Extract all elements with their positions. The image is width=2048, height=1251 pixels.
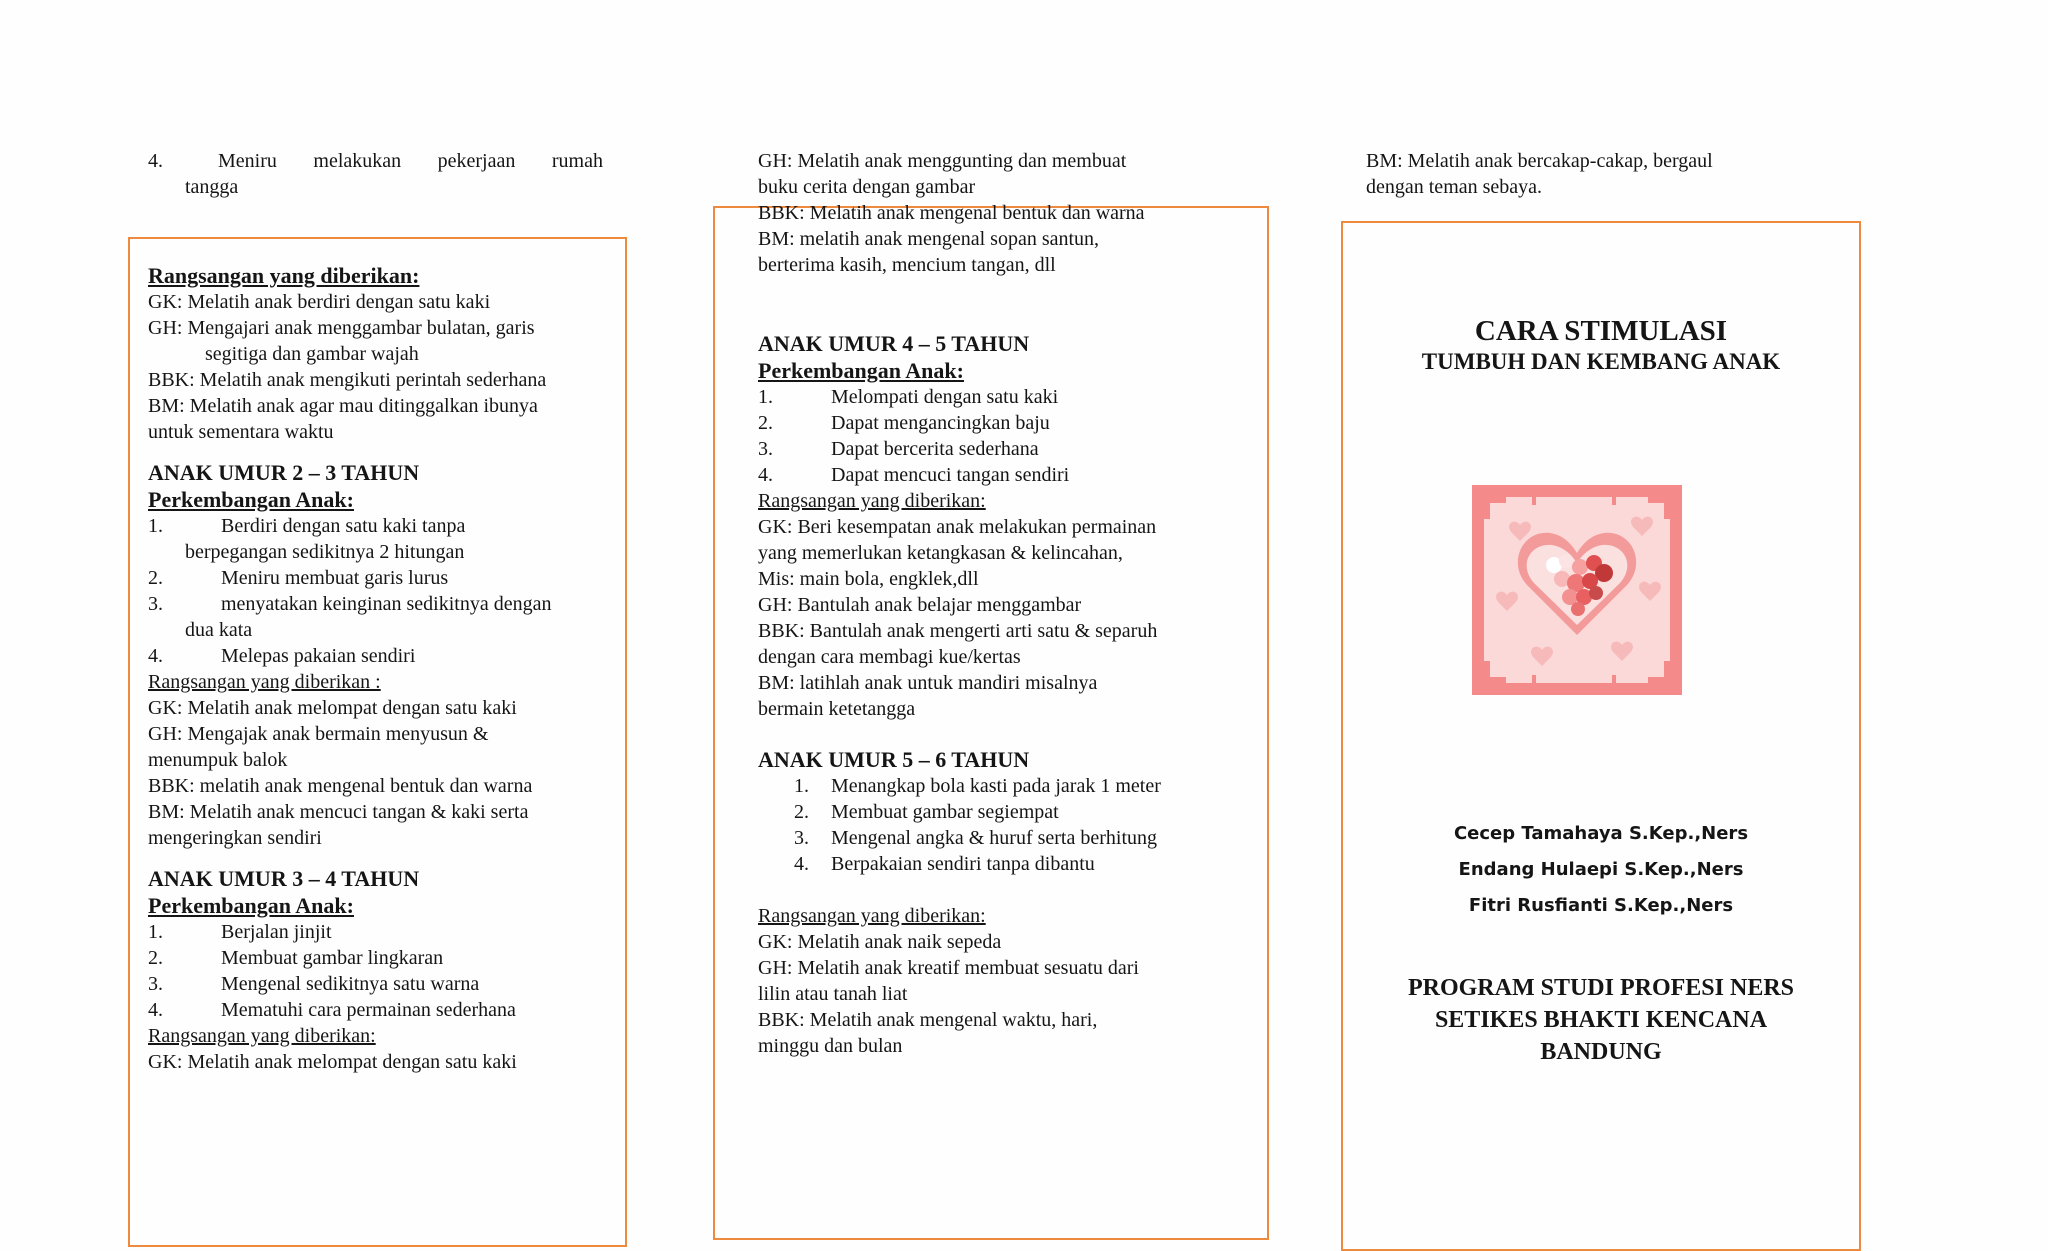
text-line: BM: Melatih anak agar mau ditinggalkan ibunya xyxy=(148,395,538,417)
item-number: 2. xyxy=(148,947,163,969)
text-line: GK: Melatih anak naik sepeda xyxy=(758,931,1002,953)
item-text: Mematuhi cara permainan sederhana xyxy=(221,999,516,1021)
text-line: menumpuk balok xyxy=(148,749,288,771)
list-item xyxy=(148,971,603,997)
item-text: Dapat mencuci tangan sendiri xyxy=(831,464,1070,486)
item-number: 3. xyxy=(148,593,163,615)
ordered-list xyxy=(758,773,1258,877)
text-line: minggu dan bulan xyxy=(758,1035,903,1057)
item-continuation: dua kata xyxy=(185,619,253,641)
text-line: berterima kasih, mencium tangan, dll xyxy=(758,254,1056,276)
item-text: Berjalan jinjit xyxy=(221,921,332,943)
item-number: 2. xyxy=(148,567,163,589)
text-line: GK: Melatih anak melompat dengan satu kaki xyxy=(148,697,517,719)
item-number: 4. xyxy=(148,150,163,172)
column-right xyxy=(1366,148,1846,200)
item-continuation: tangga xyxy=(185,176,239,198)
author-name: Cecep Tamahaya S.Kep.,Ners xyxy=(1453,823,1749,844)
list-item xyxy=(758,462,1258,488)
text-line: buku cerita dengan gambar xyxy=(758,176,976,198)
text-line: GH: Mengajari anak menggambar bulatan, garis xyxy=(148,317,535,339)
text-line: GH: Mengajak anak bermain menyusun & xyxy=(148,723,489,745)
list-item xyxy=(758,436,1258,462)
cover-title-block xyxy=(1343,314,1859,376)
list-item xyxy=(148,919,603,945)
item-text: Melepas pakaian sendiri xyxy=(221,645,416,667)
text-line: GH: Melatih anak menggunting dan membuat xyxy=(758,150,1127,172)
item-number: 4. xyxy=(794,853,809,875)
item-number: 2. xyxy=(758,412,773,434)
rangsangan-heading: Rangsangan yang diberikan: xyxy=(148,263,420,288)
text-line: yang memerlukan ketangkasan & kelincahan, xyxy=(758,542,1123,564)
list-item xyxy=(148,565,603,591)
text-line: GH: Melatih anak kreatif membuat sesuatu dari xyxy=(758,957,1139,979)
item-number: 1. xyxy=(148,921,163,943)
item-word: pekerjaan xyxy=(437,150,516,172)
list-item xyxy=(758,773,1258,799)
item-word: melakukan xyxy=(313,150,402,172)
text-line: GH: Bantulah anak belajar menggambar xyxy=(758,594,1082,616)
item-text: Membuat gambar segiempat xyxy=(831,801,1059,823)
program-line: SETIKES BHAKTI KENCANA xyxy=(1434,1007,1768,1033)
list-item-meniru xyxy=(148,148,603,200)
item-text: Berdiri dengan satu kaki tanpa xyxy=(221,515,466,537)
item-number: 3. xyxy=(758,438,773,460)
item-text: Meniru membuat garis lurus xyxy=(221,567,449,589)
text-line: lilin atau tanah liat xyxy=(758,983,908,1005)
authors-block xyxy=(1343,816,1859,924)
author-name: Fitri Rusfianti S.Kep.,Ners xyxy=(1468,895,1734,916)
item-number: 1. xyxy=(794,775,809,797)
author-name: Endang Hulaepi S.Kep.,Ners xyxy=(1458,859,1744,880)
item-number: 3. xyxy=(148,973,163,995)
list-item xyxy=(148,643,603,669)
item-text: Berpakaian sendiri tanpa dibantu xyxy=(831,853,1095,875)
item-text: Menangkap bola kasti pada jarak 1 meter xyxy=(831,775,1161,797)
cover-subtitle: TUMBUH DAN KEMBANG ANAK xyxy=(1421,349,1781,374)
item-number: 1. xyxy=(148,515,163,537)
section-title-umur-4-5: ANAK UMUR 4 – 5 TAHUN xyxy=(758,331,1030,356)
text-line: BBK: Melatih anak mengikuti perintah sederhana xyxy=(148,369,547,391)
perkembangan-heading: Perkembangan Anak: xyxy=(758,358,964,383)
rangsangan-heading: Rangsangan yang diberikan : xyxy=(148,671,381,693)
column-middle xyxy=(758,148,1258,1059)
item-number: 1. xyxy=(758,386,773,408)
item-text: Membuat gambar lingkaran xyxy=(221,947,444,969)
rangsangan-heading: Rangsangan yang diberikan: xyxy=(758,905,986,927)
text-line: untuk sementara waktu xyxy=(148,421,334,443)
text-line: BBK: melatih anak mengenal bentuk dan warna xyxy=(148,775,533,797)
item-number: 4. xyxy=(758,464,773,486)
text-line: GK: Melatih anak melompat dengan satu kaki xyxy=(148,1051,517,1073)
perkembangan-heading: Perkembangan Anak: xyxy=(148,487,354,512)
list-item xyxy=(758,825,1258,851)
list-item xyxy=(758,384,1258,410)
text-line: mengeringkan sendiri xyxy=(148,827,322,849)
rangsangan-heading: Rangsangan yang diberikan: xyxy=(758,490,986,512)
list-item xyxy=(758,799,1258,825)
list-item xyxy=(148,945,603,971)
text-line: dengan cara membagi kue/kertas xyxy=(758,646,1021,668)
column-left xyxy=(148,148,603,1075)
section-title-umur-3-4: ANAK UMUR 3 – 4 TAHUN xyxy=(148,866,420,891)
text-line: bermain ketetangga xyxy=(758,698,916,720)
item-text: Melompati dengan satu kaki xyxy=(831,386,1059,408)
text-line: BM: Melatih anak mencuci tangan & kaki serta xyxy=(148,801,529,823)
item-word: Meniru xyxy=(218,150,277,172)
program-block xyxy=(1343,972,1859,1068)
text-line: BM: Melatih anak bercakap-cakap, bergaul xyxy=(1366,150,1713,172)
item-text: Dapat mengancingkan baju xyxy=(831,412,1050,434)
cover-title: CARA STIMULASI xyxy=(1474,315,1728,347)
text-line: dengan teman sebaya. xyxy=(1366,176,1543,198)
text-line: BM: melatih anak mengenal sopan santun, xyxy=(758,228,1100,250)
item-number: 3. xyxy=(794,827,809,849)
program-line: PROGRAM STUDI PROFESI NERS xyxy=(1407,975,1795,1001)
item-text: Mengenal angka & huruf serta berhitung xyxy=(831,827,1158,849)
item-text: menyatakan keinginan sedikitnya dengan xyxy=(221,593,552,615)
perkembangan-heading: Perkembangan Anak: xyxy=(148,893,354,918)
text-line: GK: Melatih anak berdiri dengan satu kaki xyxy=(148,291,491,313)
list-item xyxy=(758,851,1258,877)
item-number: 2. xyxy=(794,801,809,823)
section-title-umur-2-3: ANAK UMUR 2 – 3 TAHUN xyxy=(148,460,420,485)
item-word: rumah xyxy=(551,150,603,172)
text-line: BBK: Bantulah anak mengerti arti satu & separuh xyxy=(758,620,1158,642)
text-line: BM: latihlah anak untuk mandiri misalnya xyxy=(758,672,1098,694)
rangsangan-heading: Rangsangan yang diberikan: xyxy=(148,1025,376,1047)
text-line: GK: Beri kesempatan anak melakukan permainan xyxy=(758,516,1157,538)
item-number: 4. xyxy=(148,645,163,667)
item-text: Mengenal sedikitnya satu warna xyxy=(221,973,480,995)
list-item xyxy=(148,591,603,643)
list-item xyxy=(758,410,1258,436)
text-line: BBK: Melatih anak mengenal bentuk dan warna xyxy=(758,202,1145,224)
item-continuation: berpegangan sedikitnya 2 hitungan xyxy=(185,541,465,563)
item-text: Dapat bercerita sederhana xyxy=(831,438,1039,460)
program-line: BANDUNG xyxy=(1540,1039,1662,1065)
item-number: 4. xyxy=(148,999,163,1021)
list-item xyxy=(148,513,603,565)
list-item xyxy=(148,997,603,1023)
heart-icon xyxy=(1472,485,1682,695)
text-line: Mis: main bola, engklek,dll xyxy=(758,568,979,590)
section-title-umur-5-6: ANAK UMUR 5 – 6 TAHUN xyxy=(758,747,1030,772)
text-line: BBK: Melatih anak mengenal waktu, hari, xyxy=(758,1009,1098,1031)
text-line: segitiga dan gambar wajah xyxy=(205,343,419,365)
